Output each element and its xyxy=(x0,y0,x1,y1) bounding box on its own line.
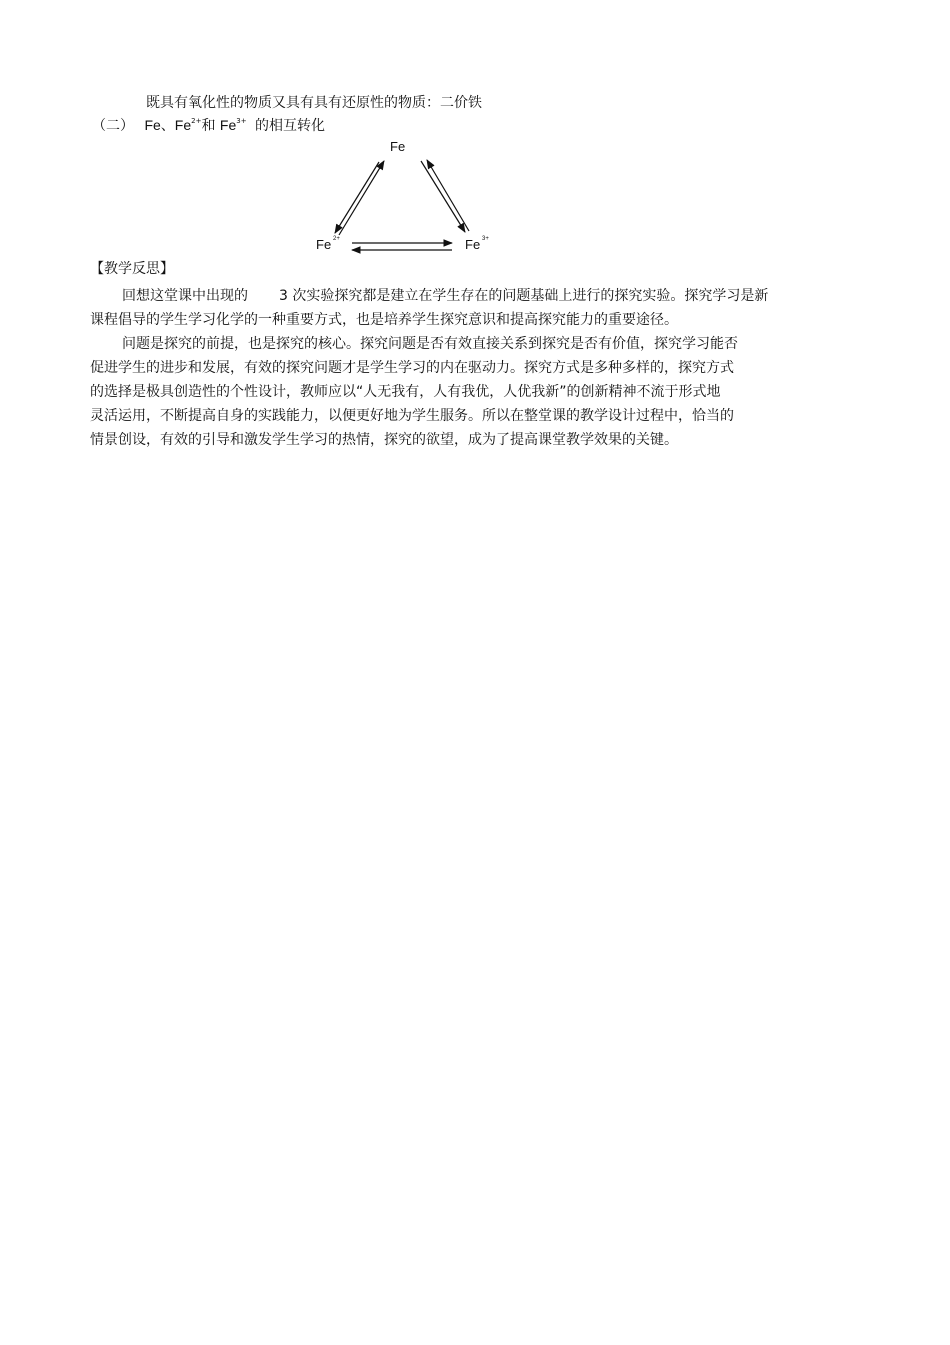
reflection-heading: 【教学反思】 xyxy=(90,261,174,277)
section-number: （二） xyxy=(92,118,134,134)
diagram-fe3-charge: 3+ xyxy=(482,236,489,242)
diagram-fe2: Fe xyxy=(316,237,332,252)
reflection-p2-line2: 促进学生的进步和发展，有效的探究问题才是学生学习的内在驱动力。探究方式是多种多样的，探究方式 xyxy=(90,360,734,376)
arrow-fe-to-fe3 xyxy=(421,161,465,232)
arrow-fe-to-fe2 xyxy=(335,162,379,233)
arrow-fe3-to-fe xyxy=(427,160,469,231)
reflection-p2-line3: 的选择是极具创造性的个性设计，教师应以“人无我有，人有我优，人优我新”的创新精神不流于形式地 xyxy=(90,384,721,400)
section-heading xyxy=(92,116,325,137)
reflection-p2-line4: 灵活运用，不断提高自身的实践能力，以便更好地为学生服务。所以在整堂课的教学设计过程中，恰当的 xyxy=(90,408,734,424)
reflection-p1-line2: 课程倡导的学生学习化学的一种重要方式，也是培养学生探究意识和提高探究能力的重要途径。 xyxy=(90,312,678,328)
fe-label: Fe xyxy=(144,117,161,133)
reflection-p2-line1: 问题是探究的前提，也是探究的核心。探究问题是否有效直接关系到探究是否有价值，探究学习能否 xyxy=(122,336,738,352)
diagram-fe2-charge: 2+ xyxy=(333,236,340,242)
intro-line: 既具有氧化性的物质又具有具有还原性的物质：二价铁 xyxy=(146,95,482,111)
fe2-charge: 2+ xyxy=(191,117,202,125)
diagram-fe3: Fe xyxy=(465,237,481,252)
section-suffix: 的相互转化 xyxy=(255,118,326,134)
separator: 、 xyxy=(160,118,175,134)
diagram-fe: Fe xyxy=(390,139,406,154)
reflection-p1-line1b: 3 次实验探究都是建立在学生存在的问题基础上进行的探究实验。探究学习是新 xyxy=(279,288,769,304)
fe3-label: Fe xyxy=(219,117,237,133)
reflection-p2-line5: 情景创设，有效的引导和激发学生学习的热情，探究的欲望，成为了提高课堂教学效果的关键。 xyxy=(90,432,678,448)
connector: 和 xyxy=(201,118,216,134)
fe2-label: Fe xyxy=(174,117,192,133)
arrow-fe2-to-fe xyxy=(339,161,384,235)
iron-conversion-diagram xyxy=(300,134,500,256)
fe3-charge: 3+ xyxy=(236,117,247,125)
reflection-p1-line1a: 回想这堂课中出现的 xyxy=(122,288,248,304)
